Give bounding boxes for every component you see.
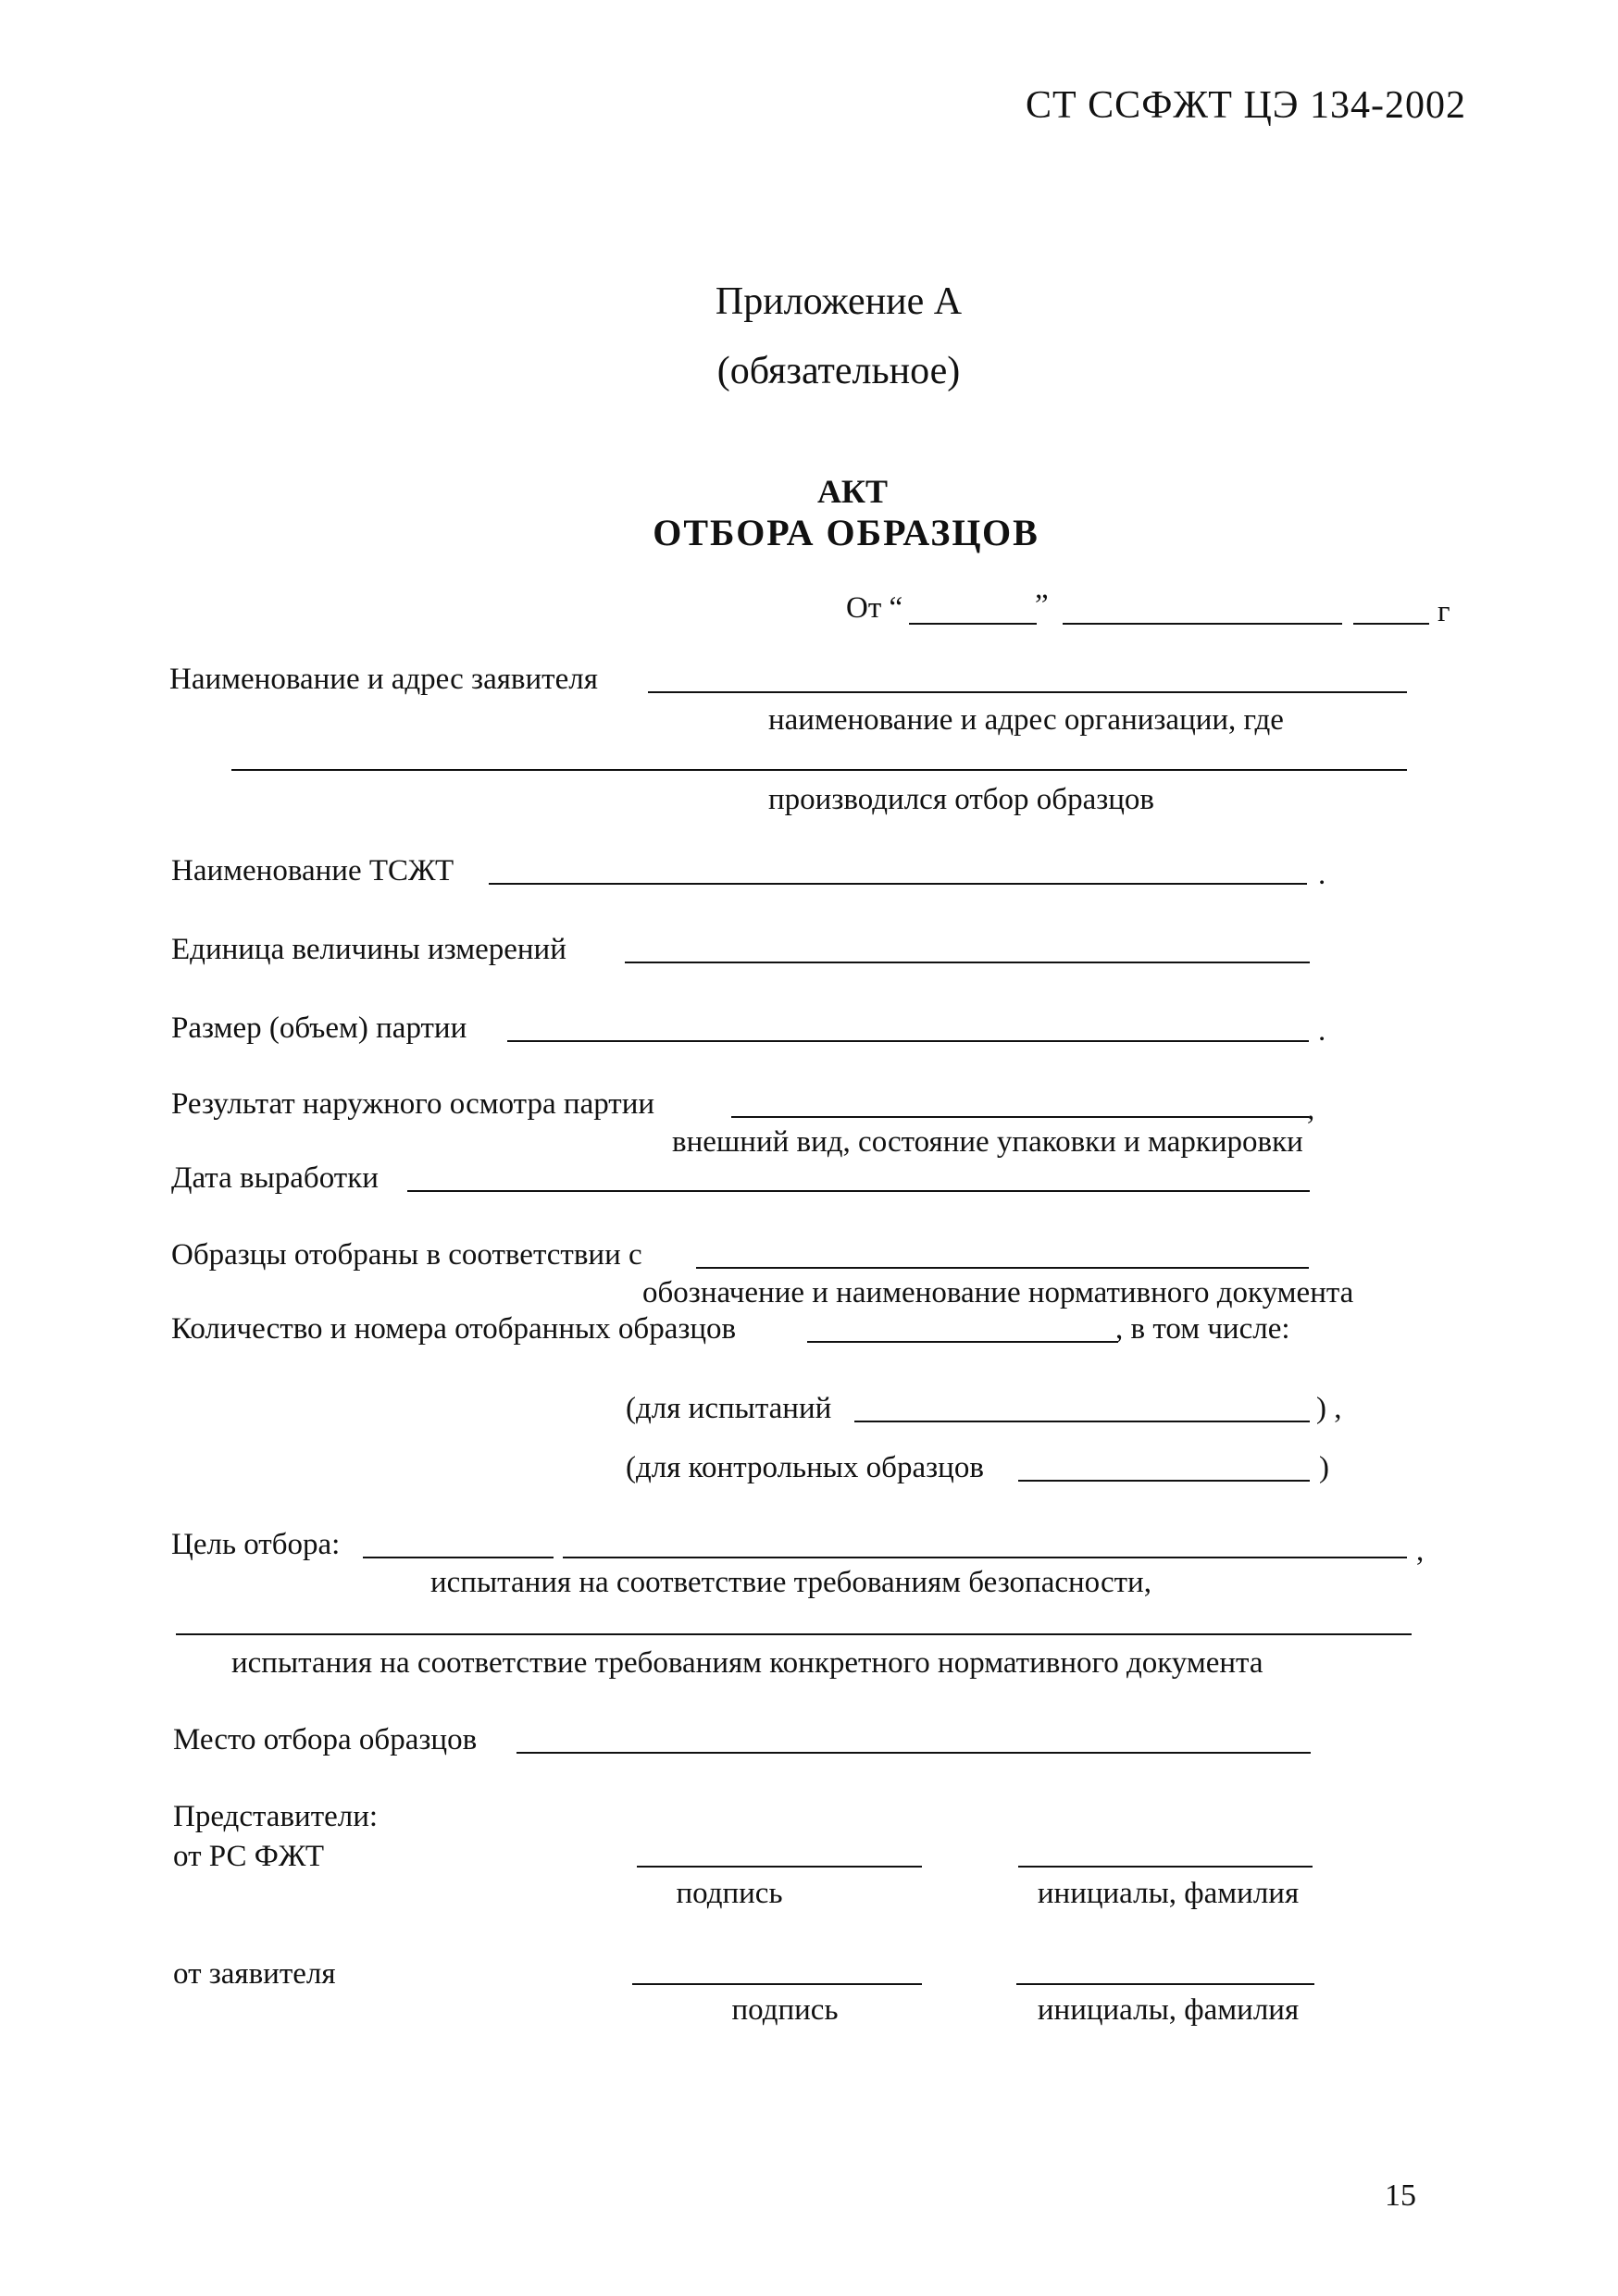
unit-field[interactable] — [625, 962, 1310, 963]
applicant-hint-2: производился отбор образцов — [768, 783, 1154, 816]
appendix-title: Приложение А — [715, 280, 963, 323]
page-number: 15 — [1385, 2178, 1416, 2213]
tszht-label: Наименование ТСЖТ — [171, 854, 454, 887]
tszht-field[interactable] — [489, 883, 1307, 885]
applicant-name-hint: инициалы, фамилия — [1037, 1993, 1300, 2027]
rs-name-field[interactable] — [1018, 1866, 1313, 1868]
applicant-field[interactable] — [648, 691, 1407, 693]
rs-signature-hint: подпись — [676, 1877, 783, 1910]
for-control-field[interactable] — [1018, 1480, 1310, 1482]
inspection-comma: , — [1307, 1093, 1315, 1126]
conformity-field[interactable] — [696, 1267, 1309, 1269]
lot-size-dot: . — [1318, 1014, 1326, 1048]
date-year-suffix: г — [1438, 595, 1450, 628]
purpose-comma: , — [1416, 1534, 1425, 1568]
from-applicant-label: от заявителя — [173, 1957, 336, 1991]
applicant-signature-field[interactable] — [632, 1983, 922, 1985]
unit-label: Единица величины измерений — [171, 933, 566, 966]
quantity-field[interactable] — [807, 1341, 1118, 1343]
quantity-label: Количество и номера отобранных образцов — [171, 1312, 737, 1346]
date-month-field[interactable] — [1063, 623, 1342, 625]
applicant-label: Наименование и адрес заявителя — [169, 663, 598, 696]
from-rs-label: от РС ФЖТ — [173, 1840, 324, 1873]
conformity-label: Образцы отобраны в соответствии с — [171, 1238, 642, 1272]
purpose-field-line-2[interactable] — [176, 1633, 1412, 1635]
lot-size-label: Размер (объем) партии — [171, 1011, 467, 1045]
for-tests-field[interactable] — [854, 1421, 1310, 1422]
lot-size-field[interactable] — [507, 1040, 1309, 1042]
appendix-status: (обязательное) — [716, 350, 961, 392]
conformity-hint: обозначение и наименование нормативного документа — [642, 1276, 1354, 1309]
inspection-label: Результат наружного осмотра партии — [171, 1087, 655, 1121]
purpose-field-part-1[interactable] — [363, 1557, 554, 1558]
applicant-name-field[interactable] — [1016, 1983, 1314, 1985]
place-field[interactable] — [517, 1752, 1311, 1754]
purpose-field-part-2[interactable] — [563, 1557, 1407, 1558]
inspection-field[interactable] — [731, 1116, 1309, 1118]
for-tests-label: (для испытаний — [626, 1392, 832, 1425]
document-code: СТ ССФЖТ ЦЭ 134-2002 — [1026, 84, 1466, 127]
production-date-field[interactable] — [407, 1190, 1310, 1192]
purpose-hint-1: испытания на соответствие требованиям безопасности, — [430, 1566, 1151, 1599]
applicant-signature-hint: подпись — [731, 1993, 839, 2027]
tszht-dot: . — [1318, 858, 1326, 891]
act-title-line2: ОТБОРА ОБРАЗЦОВ — [653, 512, 1039, 553]
applicant-field-line-2[interactable] — [231, 769, 1407, 771]
rs-name-hint: инициалы, фамилия — [1037, 1877, 1300, 1910]
for-control-label: (для контрольных образцов — [626, 1451, 984, 1484]
production-date-label: Дата выработки — [171, 1161, 379, 1195]
purpose-hint-2: испытания на соответствие требованиям конкретного нормативного документа — [231, 1646, 1263, 1680]
inspection-hint: внешний вид, состояние упаковки и маркировки — [672, 1125, 1303, 1159]
applicant-hint-1: наименование и адрес организации, где — [768, 703, 1284, 737]
representatives-title: Представители: — [173, 1800, 379, 1833]
purpose-label: Цель отбора: — [171, 1528, 341, 1561]
date-from-label: От “ — [846, 591, 903, 625]
date-day-field[interactable] — [909, 623, 1037, 625]
for-control-close: ) — [1319, 1451, 1329, 1484]
rs-signature-field[interactable] — [637, 1866, 922, 1868]
quantity-suffix: , в том числе: — [1115, 1312, 1290, 1346]
place-label: Место отбора образцов — [173, 1723, 478, 1756]
date-quote-close: ” — [1035, 589, 1049, 622]
act-title-line1: АКТ — [816, 473, 889, 510]
date-year-field[interactable] — [1353, 623, 1429, 625]
for-tests-close: ) , — [1316, 1392, 1342, 1425]
